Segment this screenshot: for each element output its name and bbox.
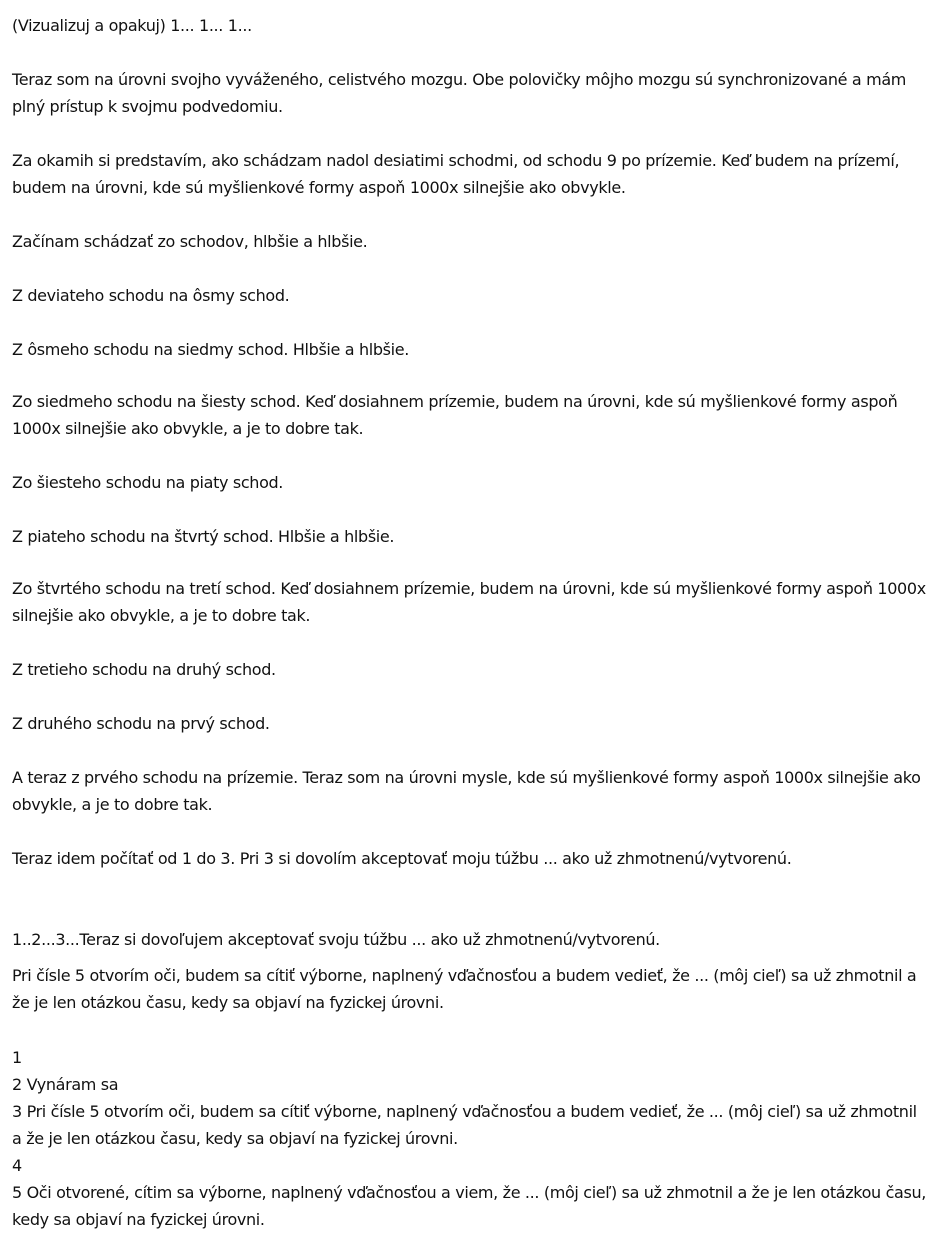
paragraph-stairs-intro: Za okamih si predstavím, ako schádzam nadol desiatimi schodmi, od schodu 9 po prízemie. Keď budem na prízemí, budem na úrovni, kde sú myšlienkové formy aspoň 1000x silnejšie ako obvykle. (12, 151, 900, 197)
paragraph-step-3-2: Z tretieho schodu na druhý schod. (12, 660, 276, 679)
paragraph-step-9-8: Z deviateho schodu na ôsmy schod. (12, 286, 290, 305)
paragraph-ground-floor: A teraz z prvého schodu na prízemie. Teraz som na úrovni mysle, kde sú myšlienkové formy aspoň 1000x silnejšie ako obvykle, a je to dobre tak. (12, 768, 921, 814)
paragraph-accept-desire: 1..2...3...Teraz si dovoľujem akceptovať svoju túžbu ... ako už zhmotnenú/vytvorenú. (12, 930, 660, 949)
paragraph-step-2-1: Z druhého schodu na prvý schod. (12, 714, 270, 733)
count-line-1: 1 (12, 1048, 22, 1067)
paragraph-brain-level: Teraz som na úrovni svojho vyváženého, celistvého mozgu. Obe polovičky môjho mozgu sú synchronizované a mám plný prístup k svojmu podvedomiu. (12, 70, 907, 116)
paragraph-step-7-6: Zo siedmeho schodu na šiesty schod. Keď dosiahnem prízemie, budem na úrovni, kde sú myšlienkové formy aspoň 1000x silnejšie ako obvykle, a je to dobre tak. (12, 392, 898, 438)
paragraph-step-6-5: Zo šiesteho schodu na piaty schod. (12, 473, 284, 492)
count-line-5: 5 Oči otvorené, cítim sa výborne, naplnený vďačnosťou a viem, že ... (môj cieľ) sa už zhmotnil a že je len otázkou času, kedy sa objaví na fyzickej úrovni. (12, 1183, 926, 1229)
paragraph-open-eyes: Pri čísle 5 otvorím oči, budem sa cítiť výborne, naplnený vďačnosťou a budem vedieť, že ... (môj cieľ) sa už zhmotnil a že je len otázkou času, kedy sa objaví na fyzickej úrovni. (12, 966, 917, 1012)
intro-line: (Vizualizuj a opakuj) 1... 1... 1... (12, 16, 252, 35)
count-line-3: 3 Pri čísle 5 otvorím oči, budem sa cítiť výborne, naplnený vďačnosťou a budem vedieť, že ... (môj cieľ) sa už zhmotnil a že je len otázkou času, kedy sa objaví na fyzickej úrovni. (12, 1102, 917, 1148)
count-line-2: 2 Vynáram sa (12, 1075, 119, 1094)
paragraph-step-4-3: Zo štvrtého schodu na tretí schod. Keď dosiahnem prízemie, budem na úrovni, kde sú myšlienkové formy aspoň 1000x silnejšie ako obvykle, a je to dobre tak. (12, 579, 926, 625)
paragraph-step-5-4: Z piateho schodu na štvrtý schod. Hlbšie a hlbšie. (12, 527, 395, 546)
count-line-4: 4 (12, 1156, 22, 1175)
paragraph-start-descending: Začínam schádzať zo schodov, hlbšie a hlbšie. (12, 232, 368, 251)
paragraph-step-8-7: Z ôsmeho schodu na siedmy schod. Hlbšie a hlbšie. (12, 340, 409, 359)
paragraph-count-intro: Teraz idem počítať od 1 do 3. Pri 3 si dovolím akceptovať moju túžbu ... ako už zhmotnenú/vytvorenú. (12, 849, 792, 868)
